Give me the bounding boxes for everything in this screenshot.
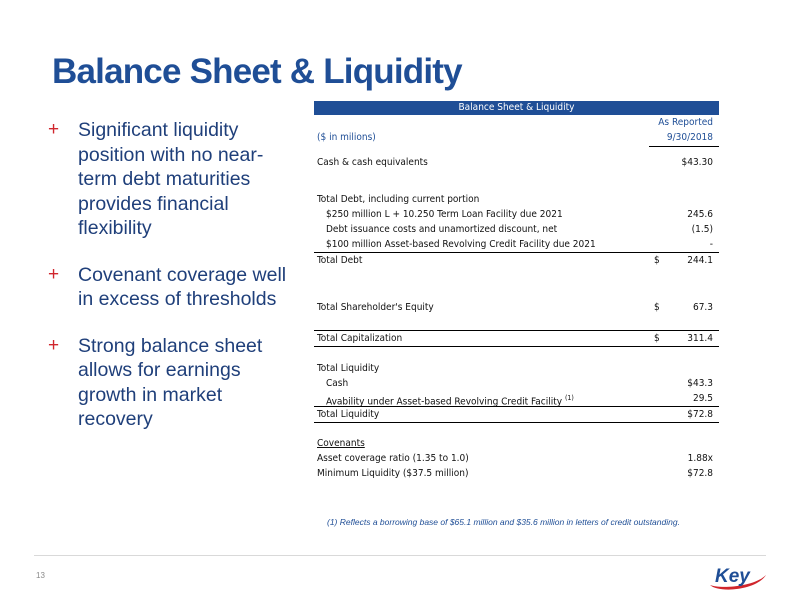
row-label: Minimum Liquidity ($37.5 million) [317, 468, 469, 479]
table-header: Balance Sheet & Liquidity [314, 101, 719, 115]
key-logo [706, 561, 768, 593]
bullet-text: Strong balance sheet allows for earnings growth in market recovery [78, 334, 263, 430]
row-label: Total Liquidity [317, 363, 380, 374]
table-row [314, 222, 719, 237]
row-value: $72.8 [687, 409, 713, 420]
row-label: Cash & cash equivalents [317, 157, 428, 168]
table-row [314, 155, 719, 170]
table-row [314, 391, 719, 407]
balance-sheet-table [314, 101, 719, 481]
table-row [314, 253, 719, 268]
footnote-marker: (1) [564, 394, 574, 402]
row-label: Total Debt [317, 255, 363, 266]
row-value: 1.88x [687, 453, 713, 464]
bullet-text: Covenant coverage well in excess of thresholds [78, 263, 287, 310]
dollar-sign: $ [654, 302, 660, 313]
row-label: Total Debt, including current portion [317, 194, 480, 205]
dollar-sign: $ [654, 333, 660, 344]
logo-text: Key [715, 566, 750, 587]
row-value: 244.1 [687, 255, 713, 266]
table-row [314, 207, 719, 222]
row-label: Total Liquidity [317, 409, 380, 420]
plus-icon: + [48, 334, 60, 356]
bullet-item [48, 118, 288, 241]
row-value: - [709, 239, 713, 250]
table-row [314, 192, 719, 207]
row-label: Total Shareholder's Equity [317, 302, 434, 313]
bullet-item [48, 334, 288, 432]
row-label: $250 million L + 10.250 Term Loan Facility due 2021 [326, 209, 563, 220]
row-value: $72.8 [687, 468, 713, 479]
bullet-list [48, 118, 288, 454]
row-label: Debt issuance costs and unamortized discount, net [326, 224, 558, 235]
row-label: Cash [326, 378, 349, 389]
plus-icon: + [48, 119, 60, 140]
column-underline [649, 146, 719, 147]
table-row [314, 451, 719, 466]
table-row [314, 436, 719, 451]
table-row [314, 376, 719, 391]
page-number: 13 [36, 571, 45, 580]
footer-divider [34, 555, 766, 556]
row-label: Covenants [317, 438, 365, 449]
table-row [314, 361, 719, 376]
table-row [314, 237, 719, 253]
row-value: $43.3 [687, 378, 713, 389]
table-row [314, 300, 719, 315]
table-row [314, 330, 719, 347]
units-label: ($ in milions) [317, 132, 376, 143]
column-title: As Reported [658, 117, 713, 128]
bullet-text: Significant liquidity position with no near-term debt maturities provides financial flexibility [78, 119, 264, 239]
footnote: (1) Reflects a borrowing base of $65.1 million and $35.6 million in letters of credit outstanding. [327, 517, 680, 527]
row-value: 245.6 [687, 209, 713, 220]
table-row [314, 407, 719, 423]
plus-icon: + [48, 263, 60, 285]
row-label: Total Capitalization [317, 333, 403, 344]
row-value: 29.5 [692, 393, 713, 404]
column-date: 9/30/2018 [666, 132, 713, 143]
table-row [314, 466, 719, 481]
row-label: Asset coverage ratio (1.35 to 1.0) [317, 453, 469, 464]
row-label: $100 million Asset-based Revolving Credit Facility due 2021 [326, 239, 596, 250]
dollar-sign: $ [654, 255, 660, 266]
row-label-text: Avability under Asset-based Revolving Credit Facility [326, 396, 563, 408]
slide-title: Balance Sheet & Liquidity [52, 52, 462, 91]
column-header [314, 115, 719, 147]
bullet-item [48, 263, 288, 312]
row-value: 311.4 [687, 333, 713, 344]
row-value: (1.5) [691, 224, 713, 235]
row-value: $43.30 [681, 157, 713, 168]
row-value: 67.3 [692, 302, 713, 313]
